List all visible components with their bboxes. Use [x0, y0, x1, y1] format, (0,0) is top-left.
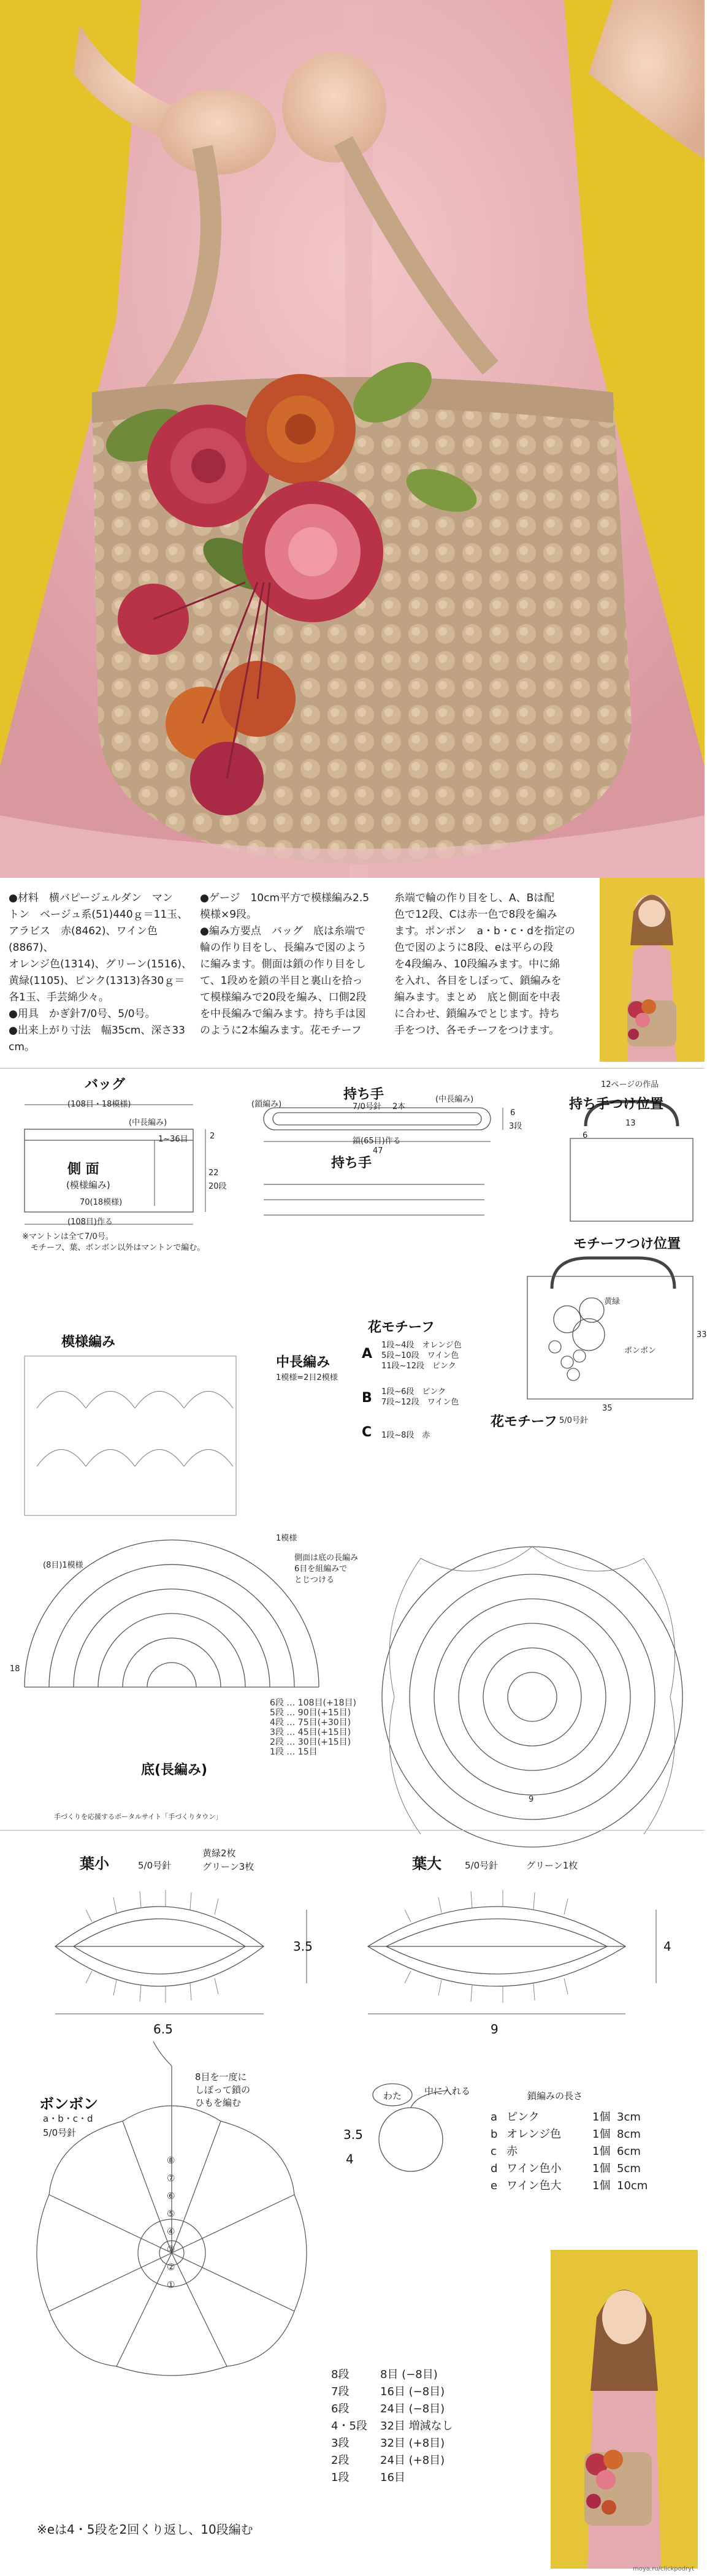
pompom-ring-number: ⑦ [167, 2173, 175, 2184]
chain-length-row: d ワイン色小 1個 5cm [491, 2162, 641, 2175]
handle-count: 2本 [392, 1102, 406, 1111]
handle-dim-6: 6 [510, 1108, 516, 1118]
wata-label: わた [383, 2090, 402, 2102]
wata-dim-35: 3.5 [343, 2127, 363, 2142]
instructions-column [394, 890, 590, 1039]
pompom-ring-number: ③ [167, 2244, 175, 2255]
bag-chunagami-label: (中長編み) [129, 1118, 167, 1127]
pattern-chart-note-2: 6目を組編みで [294, 1564, 348, 1574]
motif-position-dim-35: 35 [602, 1404, 613, 1413]
bottom-chart-row: 3段 … 45目(+15目) [270, 1728, 351, 1737]
pompom-ring-number: ① [167, 2279, 175, 2290]
pompom-ring-numbers [167, 2152, 175, 2294]
leaf-large-title: 葉大 [412, 1855, 441, 1872]
gauge-column [200, 890, 390, 1039]
instructions-line: に合わせ、鎖編みでとじます。持ち [394, 1008, 560, 1020]
pompom-hook: 5/0号針 [43, 2127, 77, 2138]
motif-position-label-a: 黄緑 [604, 1297, 621, 1306]
leaf-large-dim-w: 9 [491, 2022, 499, 2037]
chain-length-row: b オレンジ色 1個 8cm [491, 2128, 641, 2141]
model-photo-small [600, 878, 705, 1062]
flower-b-label: B [362, 1390, 372, 1406]
pompom-footnote: ※eは4・5段を2回くり返し、10段編む [37, 2522, 253, 2537]
size-line: cm。 [9, 1041, 35, 1053]
pompom-row: 1段 16目 [331, 2471, 405, 2484]
bottom-chart-row: 4段 … 75目(+30目) [270, 1718, 351, 1728]
bag-dim-2: 2 [210, 1132, 215, 1141]
pompom-sub: a・b・c・d [43, 2113, 93, 2124]
leaf-small-dim-w: 6.5 [153, 2022, 173, 2037]
tools-line: ●用具 かぎ針7/0号、5/0号。 [9, 1008, 156, 1020]
bag-side-label: 側 面 [67, 1162, 99, 1177]
model-photo-bottom-illustration [551, 2250, 698, 2569]
instructions-line: て模様編みで20段を編み、口側2段 [200, 991, 367, 1004]
size-line: ●出来上がり寸法 幅35cm、深さ33 [9, 1024, 186, 1037]
instructions-line: 輪の作り目をし、長編みで図のよう [200, 942, 367, 954]
pattern-chart-note-3: とじつける [294, 1576, 335, 1585]
pattern-chart-note-1: 側面は底の長編み [294, 1553, 359, 1563]
motif-position-label-b: ボンボン [624, 1346, 657, 1355]
bag-dim-20: 20段 [208, 1182, 227, 1191]
instructions-line: を中長編みで編みます。持ち手は図 [200, 1008, 366, 1020]
flower-a-row: 5段~10段 ワイン色 [381, 1351, 459, 1360]
bag-pattern-label: (模様編み) [66, 1179, 110, 1191]
materials-line: 各1玉、手芸綿少々。 [9, 991, 109, 1004]
pompom-row: 2段 24目 (+8目) [331, 2454, 445, 2467]
bag-top-label: (108目・18模様) [67, 1100, 131, 1109]
instructions-line: 色で図のように8段、eは平らの段 [394, 942, 554, 954]
flower-c-rows [381, 1428, 430, 1440]
instructions-line: のように2本編みます。花モチーフ [200, 1024, 362, 1037]
pompom-note-line: 8目を一度に [195, 2071, 247, 2083]
instructions-line: 手をつけ、各モチーフをつけます。 [394, 1024, 560, 1037]
instructions-line: 糸端で輪の作り目をし、A、Bは配 [394, 892, 555, 904]
handle-hook: 7/0号針 [353, 1102, 381, 1111]
handle-chunagami: (中長編み) [435, 1095, 474, 1104]
leaf-small-count-2: グリーン3枚 [202, 1861, 254, 1872]
pompom-ring-number: ⑥ [167, 2190, 175, 2201]
pompom-note-line: ひもを編む [195, 2097, 242, 2108]
instructions-line: を入れ、各目をしぼって、鎖編みを [394, 975, 562, 987]
pompom-row: 6段 24目 (−8目) [331, 2403, 445, 2415]
leaf-large-count: グリーン1枚 [526, 1860, 578, 1871]
hero-photo [0, 0, 705, 878]
pattern-chart-chunagami: 中長編み [276, 1355, 331, 1370]
handle-title: 持ち手 [343, 1087, 384, 1102]
handle-kusari: (鎖編み) [251, 1100, 282, 1109]
pompom-row: 8段 8目 (−8目) [331, 2368, 438, 2381]
bag-title: バッグ [85, 1077, 126, 1092]
bottom-chart-row: 1段 … 15目 [270, 1747, 318, 1757]
bag-bottom-label: 70(18模様) [80, 1198, 123, 1207]
motif-position-title: モチーフつけ位置 [573, 1237, 681, 1252]
handle-position-dim-13: 13 [625, 1119, 636, 1128]
bag-note-1: ※マントンは全て7/0号。 [22, 1232, 113, 1241]
handle-dim-3: 3段 [509, 1122, 522, 1131]
leaf-large-hook: 5/0号針 [465, 1860, 499, 1871]
bottom-chart-title: 底(長編み) [141, 1762, 208, 1778]
flower-chart-title: 花モチーフ [491, 1414, 557, 1430]
watermark: moya.ru/clickpodryt [633, 2566, 695, 2572]
gauge-line: ●ゲージ 10cm平方で模様編み2.5 [200, 892, 370, 904]
flower-chart-hook: 5/0号針 [559, 1416, 588, 1425]
chain-length-row: c 赤 1個 6cm [491, 2145, 641, 2158]
wata-note: 中に入れる [424, 2086, 471, 2097]
instructions-line: 色で12段、Cは赤一色で8段を編み [394, 909, 557, 921]
flower-a-label: A [362, 1346, 373, 1362]
bottom-chart-rows [270, 1698, 356, 1757]
bag-dim-22: 22 [208, 1168, 219, 1178]
handle-base: 鎖(65目)作る [353, 1137, 401, 1146]
bottom-chart-row: 2段 … 30目(+15目) [270, 1737, 351, 1747]
bottom-chart-dim-18: 18 [10, 1664, 20, 1674]
flower-a-rows [381, 1340, 462, 1371]
pompom-note [195, 2071, 250, 2109]
pompom-title: ボンボン [39, 2095, 98, 2113]
flower-a-row: 1段~4段 オレンジ色 [381, 1341, 462, 1350]
pompom-row: 7段 16目 (−8目) [331, 2385, 445, 2398]
flower-a-row: 11段~12段 ピンク [381, 1362, 456, 1371]
materials-column [9, 890, 196, 1056]
pattern-chart-row-label: 1模様=2目2模様 [276, 1373, 338, 1382]
materials-line: オレンジ色(1314)、グリーン(1516)、 [9, 958, 192, 970]
pompom-row: 4・5段 32目 増減なし [331, 2420, 453, 2433]
flower-b-row: 7段~12段 ワイン色 [381, 1398, 459, 1407]
flower-title: 花モチーフ [368, 1320, 435, 1335]
bag-note-2: モチーフ、葉、ボンボン以外はマントンで編む。 [31, 1243, 205, 1252]
flower-c-row: 1段~8段 赤 [381, 1431, 430, 1440]
handle-position-title: 持ち手つけ位置 [569, 1097, 664, 1112]
pattern-chart-title: 模様編み [61, 1335, 116, 1350]
hero-photo-illustration [0, 0, 705, 878]
bottom-chart-row: 6段 … 108目(+18目) [270, 1698, 356, 1708]
instructions-line: 編みます。まとめ 底と側面を中表 [394, 991, 560, 1004]
flower-dim-9: 9 [529, 1795, 534, 1804]
leaf-small-hook: 5/0号針 [138, 1860, 172, 1871]
leaf-large-dim-h: 4 [663, 1939, 671, 1954]
materials-line: 黄緑(1105)、ピンク(1313)各30ｇ＝ [9, 975, 185, 987]
materials-line: トン ベージュ系(51)440ｇ＝11玉、 [9, 909, 188, 921]
materials-line: ●材料 横バピージェルダン マン [9, 892, 173, 904]
handle-chart-title: 持ち手 [331, 1156, 372, 1171]
bag-chunagami-rows: 1~36目 [158, 1135, 188, 1144]
chain-length-row: a ピンク 1個 3cm [491, 2111, 641, 2124]
bag-bottom-row: (108目)作る [67, 1218, 113, 1227]
pattern-chart-row-1: 1模様 [276, 1534, 297, 1543]
instructions-line: ●編み方要点 バッグ 底は糸端で [200, 925, 365, 937]
gauge-line: 模様×9段。 [200, 909, 258, 921]
flower-b-rows [381, 1387, 459, 1408]
pompom-row: 3段 32目 (+8目) [331, 2437, 445, 2450]
pompom-rows-table [331, 2366, 453, 2486]
chain-length-title: 鎖編みの長さ [527, 2090, 583, 2102]
wata-dim-4: 4 [346, 2152, 354, 2166]
bottom-chart-row: 5段 … 90目(+15目) [270, 1708, 351, 1718]
handle-position-dim-6: 6 [583, 1131, 588, 1140]
chain-length-table [491, 2109, 648, 2195]
flower-c-label: C [362, 1425, 372, 1440]
pompom-note-line: しぼって鎖の [195, 2084, 251, 2095]
leaf-small-count-1: 黄緑2枚 [202, 1848, 236, 1859]
flower-b-row: 1段~6段 ピンク [381, 1387, 446, 1397]
pompom-ring-number: ② [167, 2262, 175, 2273]
model-photo-bottom [551, 2250, 698, 2569]
chain-length-row: e ワイン色大 1個 10cm [491, 2179, 648, 2192]
instructions-line: に編みます。側面は鎖の作り目をし [200, 958, 366, 970]
pompom-ring-number: ⑤ [167, 2208, 175, 2219]
leaf-small-title: 葉小 [80, 1855, 109, 1872]
handle-dim-47: 47 [373, 1146, 383, 1156]
leaf-small-dim-h: 3.5 [293, 1939, 313, 1954]
handle-page-note: 12ページの作品 [601, 1080, 659, 1089]
credit-line: 手づくりを応援するポータルサイト「手づくりタウン」 [54, 1813, 223, 1821]
instructions-line: て、1段めを鎖の半目と裏山を拾っ [200, 975, 363, 987]
motif-position-dim-33: 33 [697, 1330, 707, 1339]
instructions-line: ます。ポンポン a・b・c・dを指定の [394, 925, 575, 937]
pompom-ring-number: ⑧ [167, 2155, 175, 2166]
pompom-ring-number: ④ [167, 2226, 175, 2237]
model-photo-small-illustration [600, 878, 705, 1062]
pattern-chart-bottom-label: (8目)1模様 [43, 1561, 83, 1570]
instructions-line: を4段編み、10段編みます。中に綿 [394, 958, 560, 970]
materials-line: アラビス 赤(8462)、ワイン色(8867)、 [9, 925, 158, 954]
